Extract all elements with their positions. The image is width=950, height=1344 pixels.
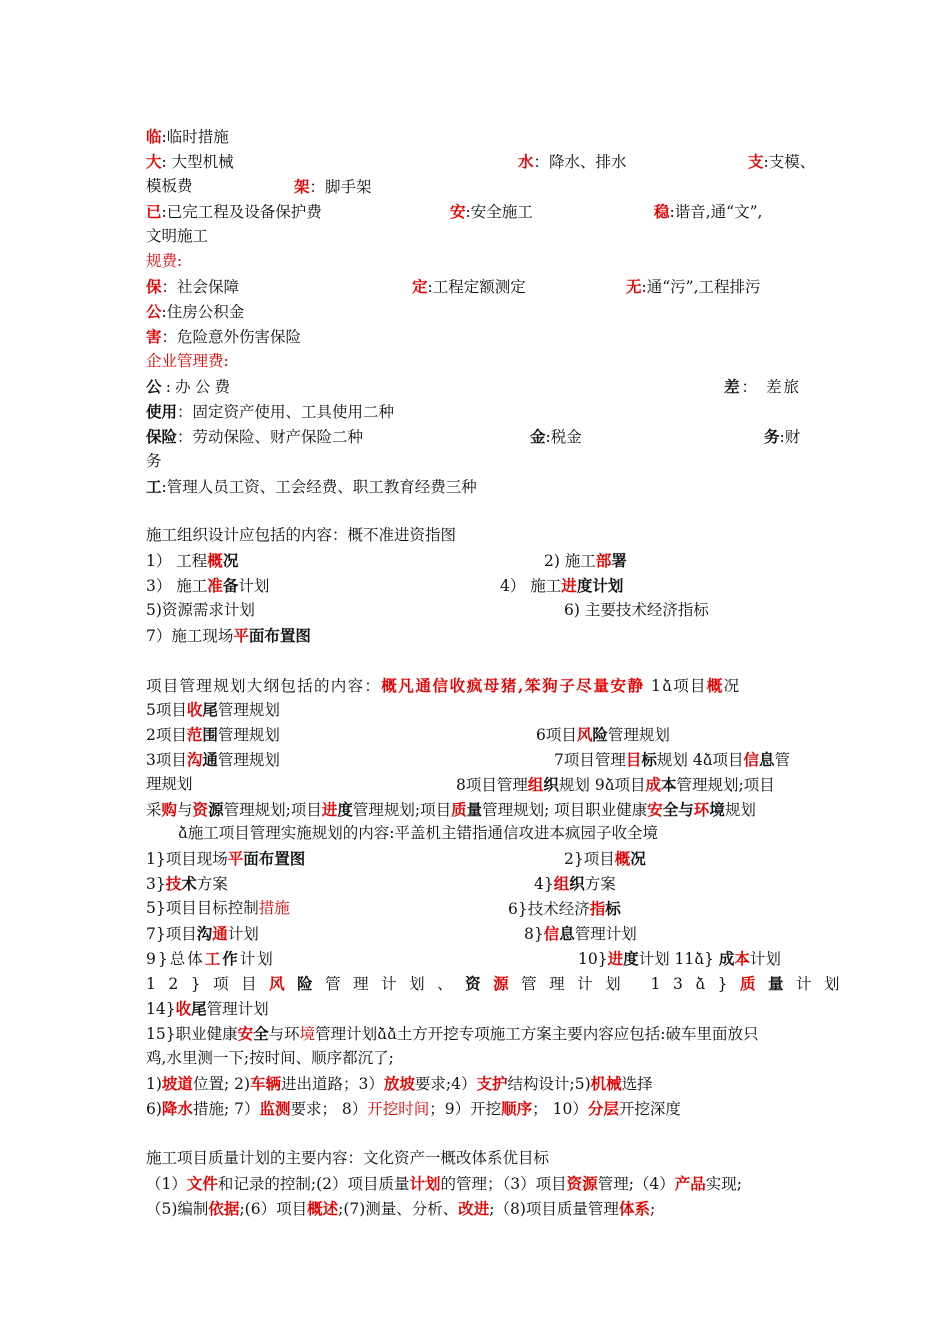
keyword: 害: [146, 327, 162, 346]
keyword: 平: [227, 849, 244, 868]
text: 况: [723, 677, 741, 695]
keyword: 分层: [587, 1099, 619, 1118]
text: 规划 4: [656, 751, 703, 769]
keyword: 资源: [566, 1174, 598, 1193]
keyword: 概: [614, 849, 631, 868]
keyword: 组: [527, 775, 544, 794]
line-gong-chai: [146, 374, 810, 399]
keyword: 购: [161, 800, 178, 819]
keyword: 收: [186, 700, 203, 719]
section-heading: 土方开挖专项施工方案主要内容应包括:破车里面放只: [396, 1025, 759, 1043]
keyword: 成: [718, 949, 735, 968]
keyword: 安: [237, 1024, 254, 1043]
text: 计划: [227, 925, 259, 943]
text: 文明施工: [146, 227, 209, 245]
section-heading: 项目管理规划大纲包括的内容：: [146, 677, 382, 695]
text: 5}项目目标控制: [146, 899, 259, 917]
keyword-tail: 源: [493, 974, 522, 993]
line-dagang-2-6: [146, 722, 810, 747]
text: :支模、: [763, 153, 816, 171]
keyword-tail: 通: [202, 750, 218, 769]
glyph: ձ: [695, 975, 718, 993]
text: 采: [146, 801, 162, 819]
keyword: 支护: [476, 1074, 508, 1093]
keyword-tail: 况: [222, 551, 239, 570]
heading-guifei: [146, 249, 810, 274]
text: 结构设计;5): [507, 1075, 591, 1093]
keyword: 改进: [458, 1199, 490, 1218]
text: 6): [146, 1100, 162, 1118]
text: ； 10）: [532, 1100, 588, 1118]
section-heading: 施工项目质量计划的主要内容：文化资产一概改体系优目标: [146, 1149, 550, 1167]
keyword-tail: 备: [222, 576, 239, 595]
text: 管理计划 13: [521, 975, 696, 993]
keyword: 稳: [654, 202, 670, 221]
keyword: 部: [595, 551, 612, 570]
text: （5)编制: [146, 1200, 209, 1218]
keyword: 目: [625, 750, 642, 769]
keyword-tail: 全: [253, 1024, 269, 1043]
text: 管理计划: [315, 1025, 378, 1043]
text: }: [717, 975, 740, 993]
keyword: 监测: [259, 1099, 291, 1118]
keyword: 资: [192, 800, 209, 819]
keyword: 开挖时间: [367, 1100, 430, 1118]
line-shishi-1-2: [146, 846, 810, 871]
keyword: 概: [207, 551, 223, 570]
text: ：劳动保险、财产保险二种: [177, 428, 364, 446]
keyword: 架: [294, 177, 310, 196]
keyword: 产品: [674, 1174, 706, 1193]
text: 规划 9: [558, 776, 605, 794]
text: 选择: [621, 1075, 653, 1093]
keyword: 概: [706, 676, 724, 695]
text: 管理计划、: [325, 975, 466, 993]
line-shishi-5-6: [146, 896, 810, 921]
keyword-tail: 织: [569, 874, 585, 893]
keyword-tail: 度计划: [576, 576, 624, 595]
heading-qiye-guanlifei: [146, 349, 810, 374]
section-heading: 企业管理费:: [146, 352, 229, 370]
keyword-tail: 况: [630, 849, 646, 868]
keyword: 无: [626, 277, 642, 296]
line-dagang-8-9: [146, 772, 810, 797]
keyword: 进: [561, 576, 577, 595]
line-baoxian-jin-wu: [146, 424, 810, 449]
keyword-tail: 施: [274, 899, 290, 917]
text: :管理人员工资、工会经费、职工教育经费三种: [161, 478, 477, 496]
glyph: ձ: [604, 776, 615, 794]
line-zhiliang-1-4: [146, 1171, 810, 1196]
mnemonic: 概凡通信收疯母猪,笨狗子尽量安静: [381, 676, 645, 695]
line-tufang-cont: [146, 1046, 810, 1071]
text: 方案: [584, 875, 616, 893]
line-wu: [146, 449, 810, 474]
keyword-tail: 源: [208, 800, 224, 819]
text: 管理规划: [217, 701, 280, 719]
line-shishi-7-8: [146, 921, 810, 946]
text: 15}职业健康: [146, 1025, 238, 1043]
text: 6}技术经济: [508, 900, 590, 918]
text: 项目: [614, 776, 646, 794]
keyword: 质: [451, 800, 467, 819]
line-org-5-6: [146, 598, 810, 623]
text: 6) 主要技术经济指标: [564, 601, 709, 619]
line-shishi-12-13: [146, 971, 853, 996]
keyword: 金: [530, 427, 546, 446]
text: ：降水、排水: [533, 153, 627, 171]
keyword: 环: [693, 800, 710, 819]
section-heading: 规费:: [146, 252, 183, 270]
keyword-tail: 险: [592, 725, 608, 744]
text: 1): [146, 1075, 162, 1093]
keyword: 大: [146, 152, 162, 171]
heading-zhiliang-jihua: [146, 1146, 810, 1171]
keyword: 使用: [146, 402, 178, 421]
keyword-tail: 作: [222, 949, 240, 968]
section-heading: 施工项目管理实施规划的内容:平盖机主错指通信攻进本疯园子收全境: [187, 824, 659, 842]
keyword: 工: [204, 949, 223, 968]
text: 管理规划;项目: [676, 776, 775, 794]
keyword-tail: 织: [543, 775, 559, 794]
line-muban-jia: [146, 174, 810, 199]
line-tufang-1-5: [146, 1071, 810, 1096]
glyph: ձ: [662, 677, 674, 695]
keyword-tail: 量: [768, 974, 797, 993]
text: 与: [177, 801, 193, 819]
keyword: 信: [543, 924, 560, 943]
text: ： 差旅: [741, 378, 801, 396]
text: 实现;: [705, 1175, 743, 1193]
keyword: 支: [748, 152, 764, 171]
line-lin: [146, 124, 810, 149]
keyword: 境: [299, 1025, 316, 1043]
text: 管理规划;项目: [352, 801, 452, 819]
line-shiyong: [146, 399, 810, 424]
keyword: 信: [743, 750, 760, 769]
keyword-tail: 本: [661, 775, 677, 794]
glyph: ձձ: [377, 1025, 397, 1043]
keyword-tail: 量: [466, 800, 483, 819]
text: 理规划: [146, 775, 193, 793]
line-org-3-4: [146, 573, 810, 598]
text: ：脚手架: [309, 178, 372, 196]
line-gong: [146, 299, 810, 324]
text: ：危险意外伤害保险: [161, 328, 302, 346]
keyword: 安: [647, 800, 663, 819]
keyword-tail: 尾: [202, 700, 218, 719]
text: 要求;4）: [414, 1075, 477, 1093]
text: :办公费: [165, 378, 235, 396]
keyword: 收: [175, 999, 192, 1018]
text: 模板费: [146, 177, 193, 195]
keyword: 文件: [186, 1174, 218, 1193]
text: 管理规划: [217, 751, 280, 769]
text: 14}: [146, 1000, 176, 1018]
line-da-shui-zhi: [146, 149, 816, 174]
text: 计划: [238, 577, 270, 595]
line-shishi-heading: [178, 821, 842, 846]
line-hai: [146, 324, 810, 349]
line-shishi-14: [146, 996, 810, 1021]
line-shishi-9-11: [146, 946, 810, 971]
text: 项目: [712, 751, 744, 769]
keyword-tail: 通: [212, 924, 228, 943]
text: 管理;（4）: [597, 1175, 675, 1193]
text: 10}: [578, 950, 608, 968]
keyword: 沟: [186, 750, 203, 769]
text: 管理规划; 项目职业健康: [482, 801, 648, 819]
keyword: 指: [589, 899, 606, 918]
text: 7）施工现场: [146, 627, 234, 645]
text: 鸡,水里测一下;按时间、顺序都沉了;: [146, 1049, 394, 1067]
keyword: 平: [233, 626, 249, 645]
text: 进出道路；3）: [281, 1075, 384, 1093]
keyword: 组: [553, 874, 570, 893]
keyword-tail: 尾: [191, 999, 207, 1018]
keyword-tail: 度: [623, 949, 639, 968]
text: 9}总体: [146, 950, 205, 968]
line-yi-an-wen: [146, 199, 810, 224]
text: 5)资源需求计划: [146, 601, 255, 619]
keyword: 临: [146, 127, 162, 146]
section-heading: 施工组织设计应包括的内容：概不准进资指图: [146, 526, 457, 544]
line-tufang-6-10: [146, 1096, 810, 1121]
keyword-tail: 境: [709, 800, 725, 819]
line-org-7: [146, 623, 810, 648]
text: :住房公积金: [161, 303, 245, 321]
text: ：社会保障: [161, 278, 240, 296]
keyword: 公: [146, 302, 162, 321]
keyword-tail: 度: [337, 800, 353, 819]
keyword: 安: [450, 202, 466, 221]
text: :工程定额测定: [427, 278, 526, 296]
line-dagang-rest: [146, 797, 810, 822]
keyword: 措: [258, 899, 275, 917]
text: 位置; 2): [192, 1075, 250, 1093]
glyph: ձ: [702, 751, 713, 769]
keyword: 机械: [590, 1074, 622, 1093]
keyword: 风: [576, 725, 593, 744]
keyword: 顺序: [501, 1099, 533, 1118]
keyword: 定: [412, 277, 428, 296]
glyph: ձ: [694, 950, 705, 968]
keyword: 保险: [146, 427, 178, 446]
keyword-tail: 围: [202, 725, 218, 744]
text: 管理计划: [574, 925, 637, 943]
keyword-tail: 全与: [662, 800, 694, 819]
keyword: 范: [186, 725, 203, 744]
line-gong-wages: [146, 474, 810, 499]
text: 要求； 8）: [290, 1100, 368, 1118]
line-shishi-3-4: [146, 871, 810, 896]
keyword: 放坡: [383, 1074, 415, 1093]
keyword: 计划: [409, 1174, 441, 1193]
keyword-tail: 标: [605, 899, 621, 918]
text: ;（8)项目质量管理: [489, 1200, 619, 1218]
text: 3}: [146, 875, 166, 893]
keyword: 资: [465, 974, 494, 993]
keyword-tail: 面布置图: [243, 849, 306, 868]
keyword: 沟: [196, 924, 213, 943]
text: 8}: [524, 925, 544, 943]
glyph: ձ: [178, 824, 188, 842]
text: 项目: [673, 677, 707, 695]
text: （1）: [146, 1175, 187, 1193]
line-shishi-15-tufang: [146, 1021, 810, 1046]
keyword-tail: 面布置图: [248, 626, 311, 645]
keyword-tail: 标: [641, 750, 657, 769]
text: ;(6）项目: [239, 1200, 308, 1218]
text: 4） 施工: [500, 577, 562, 595]
text: 计划 11: [638, 950, 695, 968]
keyword: 进: [607, 949, 624, 968]
text: 管理规划: [607, 726, 670, 744]
text: 2) 施工: [544, 552, 596, 570]
line-org-1-2: [146, 548, 810, 573]
keyword-tail: 息: [559, 924, 575, 943]
text: 7项目管理: [554, 751, 626, 769]
text: ；9）开挖: [429, 1100, 502, 1118]
text: 3项目: [146, 751, 187, 769]
text: 6项目: [536, 726, 577, 744]
keyword: 概述: [307, 1199, 339, 1218]
text: 与环: [268, 1025, 300, 1043]
keyword: 差: [724, 377, 742, 396]
keyword: 准: [207, 576, 223, 595]
keyword: 已: [146, 202, 162, 221]
keyword: 体系: [618, 1199, 650, 1218]
text: 计划: [239, 950, 275, 968]
text: ;(7)测量、分析、: [338, 1200, 459, 1218]
text: 计划: [749, 950, 781, 968]
text: 1） 工程: [146, 552, 208, 570]
keyword: 坡道: [161, 1074, 193, 1093]
text: :税金: [545, 428, 582, 446]
text: 开挖深度: [618, 1100, 681, 1118]
text: 5项目: [146, 701, 187, 719]
text: 规划: [724, 801, 756, 819]
line-bao-ding-wu: [146, 274, 810, 299]
line-dagang-heading: [146, 673, 810, 698]
keyword: 车辆: [250, 1074, 282, 1093]
line-zhiliang-5-8: [146, 1196, 810, 1221]
text: :安全施工: [465, 203, 533, 221]
keyword: 风: [269, 974, 298, 993]
text: 1: [650, 677, 663, 695]
keyword-tail: 本: [734, 949, 750, 968]
text: }: [704, 950, 714, 968]
keyword: 水: [518, 152, 534, 171]
text: 管: [774, 751, 791, 769]
keyword: 质: [739, 974, 768, 993]
text: :谐音,通“文”,: [669, 203, 763, 221]
text: 措施; 7）: [192, 1100, 260, 1118]
heading-shigong-zuzhi: [146, 523, 810, 548]
text: 3） 施工: [146, 577, 208, 595]
text: 务: [146, 452, 162, 470]
text: 2}项目: [564, 850, 615, 868]
text: :通“污”,工程排污: [641, 278, 761, 296]
keyword: 技: [165, 874, 182, 893]
keyword: 降水: [161, 1099, 193, 1118]
text: ：固定资产使用、工具使用二种: [177, 403, 395, 421]
keyword: 依据: [208, 1199, 240, 1218]
keyword: 成: [645, 775, 662, 794]
text: :财: [779, 428, 801, 446]
text: 7}项目: [146, 925, 197, 943]
keyword-tail: 险: [297, 974, 326, 993]
text: ;: [649, 1200, 656, 1218]
text: 1}项目现场: [146, 850, 228, 868]
line-wenming: [146, 224, 810, 249]
text: 方案: [196, 875, 228, 893]
keyword: 务: [764, 427, 780, 446]
text: : 大型机械: [161, 153, 234, 171]
text: 管理计划: [206, 1000, 269, 1018]
text: 8项目管理: [456, 776, 528, 794]
text: 管理规划: [217, 726, 280, 744]
line-dagang-5: [146, 697, 810, 722]
keyword: 工: [146, 477, 162, 496]
keyword-tail: 息: [759, 750, 775, 769]
line-dagang-3-7-4: [146, 747, 810, 772]
text: :临时措施: [161, 128, 229, 146]
text: 计划: [796, 975, 853, 993]
keyword-tail: 术: [181, 874, 197, 893]
text: 12}项目: [146, 975, 270, 993]
text: 和记录的控制;(2）项目质量: [217, 1175, 410, 1193]
keyword-tail: 署: [611, 551, 627, 570]
text: 管理规划;项目: [223, 801, 322, 819]
text: 2项目: [146, 726, 187, 744]
keyword: 进: [321, 800, 338, 819]
text: 4}: [534, 875, 554, 893]
keyword: 公: [146, 377, 166, 396]
text: :已完工程及设备保护费: [161, 203, 322, 221]
text: 的管理；（3）项目: [440, 1175, 567, 1193]
keyword: 保: [146, 277, 162, 296]
